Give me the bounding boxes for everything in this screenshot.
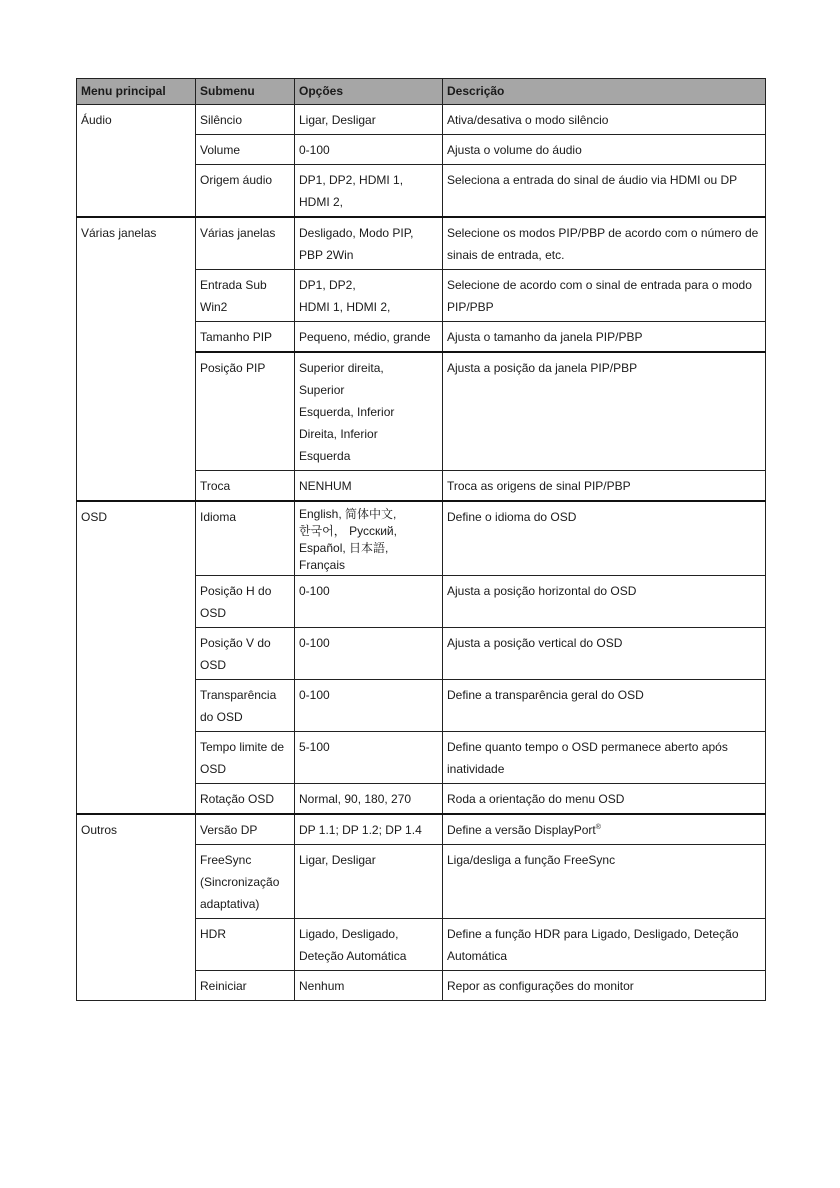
submenu-cell: Silêncio bbox=[196, 105, 295, 135]
submenu-cell: Posição PIP bbox=[196, 352, 295, 471]
options-cell: 0-100 bbox=[295, 628, 443, 680]
option-line: Esquerda bbox=[299, 449, 351, 463]
description-cell: Ajusta o tamanho da janela PIP/PBP bbox=[443, 322, 766, 353]
options-cell: 0-100 bbox=[295, 576, 443, 628]
options-cell: 5-100 bbox=[295, 732, 443, 784]
table-row bbox=[77, 217, 766, 270]
description-cell: Repor as configurações do monitor bbox=[443, 971, 766, 1001]
options-cell: DP1, DP2, HDMI 1, HDMI 2, bbox=[295, 165, 443, 218]
description-cell: Selecione de acordo com o sinal de entrada para o modo PIP/PBP bbox=[443, 270, 766, 322]
submenu-cell: Idioma bbox=[196, 501, 295, 576]
description-cell: Define a transparência geral do OSD bbox=[443, 680, 766, 732]
options-cell: 0-100 bbox=[295, 135, 443, 165]
option-line: English, 简体中文, bbox=[299, 507, 397, 521]
options-cell: Ligar, Desligar bbox=[295, 845, 443, 919]
option-line: 한국어， Русский, bbox=[299, 524, 397, 538]
option-line: HDMI 1, HDMI 2, bbox=[299, 300, 391, 314]
main-menu-audio: Áudio bbox=[77, 105, 196, 218]
header-opcoes: Opções bbox=[295, 79, 443, 105]
options-cell: Ligar, Desligar bbox=[295, 105, 443, 135]
option-line: Superior direita, bbox=[299, 361, 384, 375]
submenu-cell: Versão DP bbox=[196, 814, 295, 845]
description-cell: Ajusta a posição vertical do OSD bbox=[443, 628, 766, 680]
description-cell: Liga/desliga a função FreeSync bbox=[443, 845, 766, 919]
description-cell bbox=[443, 814, 766, 845]
description-cell: Ativa/desativa o modo silêncio bbox=[443, 105, 766, 135]
options-cell: Desligado, Modo PIP, PBP 2Win bbox=[295, 217, 443, 270]
main-menu-varias-janelas: Várias janelas bbox=[77, 217, 196, 501]
submenu-cell: Entrada Sub Win2 bbox=[196, 270, 295, 322]
options-cell: NENHUM bbox=[295, 471, 443, 502]
description-cell: Seleciona a entrada do sinal de áudio via HDMI ou DP bbox=[443, 165, 766, 218]
options-cell bbox=[295, 270, 443, 322]
header-descricao: Descrição bbox=[443, 79, 766, 105]
options-cell: Nenhum bbox=[295, 971, 443, 1001]
option-line: Español, 日本語, bbox=[299, 541, 389, 555]
description-cell: Ajusta o volume do áudio bbox=[443, 135, 766, 165]
options-cell: 0-100 bbox=[295, 680, 443, 732]
submenu-cell: Troca bbox=[196, 471, 295, 502]
option-line: Français bbox=[299, 558, 346, 572]
submenu-cell: Posição H do OSD bbox=[196, 576, 295, 628]
submenu-cell: HDR bbox=[196, 919, 295, 971]
options-cell: Pequeno, médio, grande bbox=[295, 322, 443, 353]
option-line: DP1, DP2, bbox=[299, 278, 356, 292]
description-cell: Define o idioma do OSD bbox=[443, 501, 766, 576]
submenu-cell: Tamanho PIP bbox=[196, 322, 295, 353]
description-cell: Troca as origens de sinal PIP/PBP bbox=[443, 471, 766, 502]
submenu-cell: Origem áudio bbox=[196, 165, 295, 218]
submenu-cell: Tempo limite de OSD bbox=[196, 732, 295, 784]
option-line: Direita, Inferior bbox=[299, 427, 378, 441]
table-row bbox=[77, 814, 766, 845]
description-cell: Ajusta a posição da janela PIP/PBP bbox=[443, 352, 766, 471]
submenu-cell: Reiniciar bbox=[196, 971, 295, 1001]
option-line: Esquerda, Inferior bbox=[299, 405, 395, 419]
options-cell: Ligado, Desligado, Deteção Automática bbox=[295, 919, 443, 971]
osd-menu-table bbox=[76, 78, 766, 1001]
submenu-cell: Posição V do OSD bbox=[196, 628, 295, 680]
submenu-cell: Transparência do OSD bbox=[196, 680, 295, 732]
options-cell bbox=[295, 501, 443, 576]
description-cell: Define a função HDR para Ligado, Desligado, Deteção Automática bbox=[443, 919, 766, 971]
main-menu-osd: OSD bbox=[77, 501, 196, 814]
options-cell: DP 1.1; DP 1.2; DP 1.4 bbox=[295, 814, 443, 845]
description-cell: Define quanto tempo o OSD permanece aberto após inatividade bbox=[443, 732, 766, 784]
options-cell: Normal, 90, 180, 270 bbox=[295, 784, 443, 815]
description-cell: Ajusta a posição horizontal do OSD bbox=[443, 576, 766, 628]
description-cell: Selecione os modos PIP/PBP de acordo com o número de sinais de entrada, etc. bbox=[443, 217, 766, 270]
submenu-cell: Várias janelas bbox=[196, 217, 295, 270]
header-submenu: Submenu bbox=[196, 79, 295, 105]
description-cell: Roda a orientação do menu OSD bbox=[443, 784, 766, 815]
submenu-cell: Rotação OSD bbox=[196, 784, 295, 815]
main-menu-outros: Outros bbox=[77, 814, 196, 1001]
submenu-cell: Volume bbox=[196, 135, 295, 165]
table-row bbox=[77, 105, 766, 135]
table-header-row bbox=[77, 79, 766, 105]
header-menu-principal: Menu principal bbox=[77, 79, 196, 105]
registered-mark: ® bbox=[595, 824, 601, 831]
submenu-cell: FreeSync (Sincronização adaptativa) bbox=[196, 845, 295, 919]
options-cell bbox=[295, 352, 443, 471]
table-row bbox=[77, 501, 766, 576]
description-text: Define a versão DisplayPort bbox=[447, 823, 596, 837]
option-line: Superior bbox=[299, 383, 345, 397]
